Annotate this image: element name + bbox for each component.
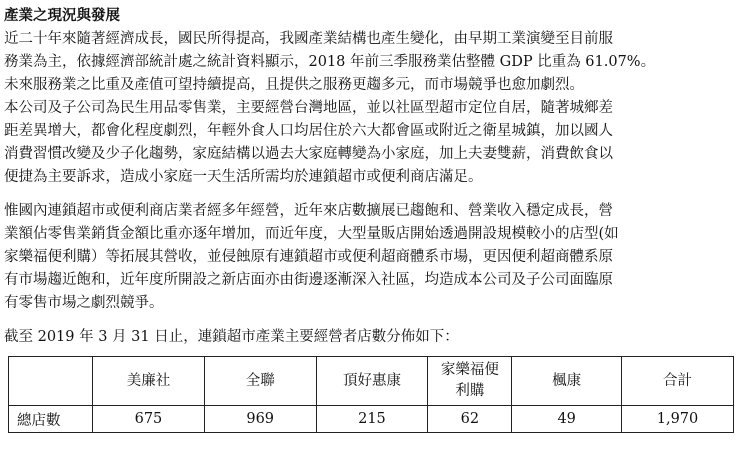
- paragraph-line: 有零售市場之劇烈競爭。: [4, 295, 164, 311]
- paragraph-line: 消費習慣改變及少子化趨勢，家庭結構以過去大家庭轉變為小家庭，加上夫妻雙薪，消費飲食以: [4, 146, 613, 162]
- paragraph-line: 家樂福便利購）等拓展其營收，並侵蝕原有連鎖超市或便利超商體系市場，更因便利超商體系原: [4, 249, 613, 265]
- cell-carrefour-easy: 62: [428, 406, 512, 433]
- table-row: [9, 406, 734, 433]
- cell-total: 1,970: [622, 406, 734, 433]
- paragraph-company-position: [4, 97, 736, 189]
- store-count-table: [8, 356, 734, 433]
- paragraph-line: 未來服務業之比重及產值可望持續提高，且提供之服務更趨多元，而市場競爭也愈加劇烈。: [4, 77, 584, 93]
- cell-simple-mart: 675: [93, 406, 205, 433]
- paragraph-line: 業額佔零售業銷貨金額比重亦逐年增加，而近年度，大型量販店開始透過開設規模較小的店型(如: [4, 226, 619, 242]
- section-heading: 產業之現況與發展: [4, 7, 120, 24]
- paragraph-line: 本公司及子公司為民生用品零售業，主要經營台灣地區，並以社區型超市定位自居，隨著城鄉差: [4, 100, 613, 116]
- paragraph-line: 務業為主，依據經濟部統計處之統計資料顯示，2018 年前三季服務業估整體 GDP 比重為 61.07%。: [4, 54, 656, 70]
- paragraph-line: 便捷為主要訴求，造成小家庭一天生活所需均於連鎖超市或便利商店滿足。: [4, 169, 483, 185]
- paragraph-line: 有市場趨近飽和，近年度所開設之新店面亦由街邊逐漸深入社區，均造成本公司及子公司面臨原: [4, 272, 613, 288]
- header-cell-carrefour-easy: 家樂福便 利購: [428, 357, 512, 406]
- cell-pxmart: 969: [204, 406, 316, 433]
- paragraph-line: 惟國內連鎖超市或便利商店業者經多年經營，近年來店數擴展已趨飽和、營業收入穩定成長，營: [4, 203, 613, 219]
- row-label-total-stores: 總店數: [9, 406, 93, 433]
- paragraph-line: 距差異增大，都會化程度劇烈，年輕外食人口均居住於六大都會區或附近之衛星城鎮，加以國人: [4, 123, 613, 139]
- header-cell-pxmart: 全聯: [204, 357, 316, 406]
- header-cell-empty: [9, 357, 93, 406]
- paragraph-industry-structure: [4, 28, 736, 97]
- table-caption: 截至 2019 年 3 月 31 日止，連鎖超市產業主要經營者店數分佈如下：: [4, 329, 459, 345]
- header-cell-total: 合計: [622, 357, 734, 406]
- cell-fengkang: 49: [512, 406, 622, 433]
- paragraph-competition: [4, 200, 736, 315]
- paragraph-line: 近二十年來隨著經濟成長，國民所得提高，我國產業結構也產生變化，由早期工業演變至目前服: [4, 31, 613, 47]
- cell-wellcome: 215: [316, 406, 428, 433]
- table-header-row: [9, 357, 734, 406]
- header-cell-fengkang: 楓康: [512, 357, 622, 406]
- header-cell-wellcome: 頂好惠康: [316, 357, 428, 406]
- header-cell-simple-mart: 美廉社: [93, 357, 205, 406]
